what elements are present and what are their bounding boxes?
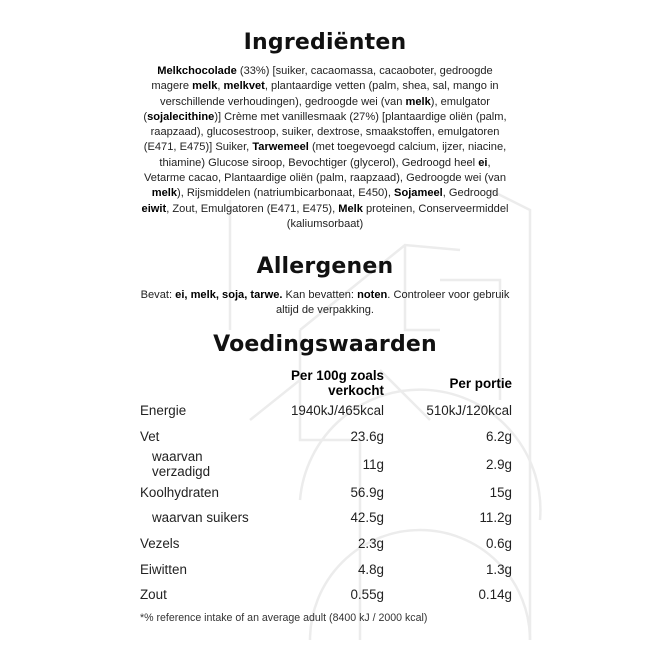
highlighted-allergen: eiwit (141, 202, 167, 215)
per-100g-value: 4.8g (357, 561, 384, 577)
nutrition-table (140, 368, 512, 608)
nutrition-row (140, 505, 512, 531)
ingredients-heading: Ingrediënten (243, 30, 407, 55)
highlighted-allergen: Tarwemeel (252, 141, 309, 154)
nutrition-row (140, 582, 512, 608)
allergens-text (138, 288, 512, 319)
nutrition-header-row (140, 368, 512, 398)
per-portion-value: 510kJ/120kcal (426, 403, 512, 419)
per-100g-value: 23.6g (350, 429, 384, 445)
nutrition-row (140, 449, 512, 479)
per-100g-value: 42.5g (350, 510, 384, 526)
allergens-heading: Allergenen (256, 254, 394, 279)
per-portion-value: 6.2g (485, 429, 512, 445)
nutrition-row (140, 556, 512, 582)
text-segment: (33%) [suiker, cacaomassa, cacaoboter, gedroogde magere (151, 65, 493, 93)
highlighted-allergen: melk (192, 80, 218, 93)
per-100g-value: 1940kJ/465kcal (290, 403, 384, 419)
highlighted-allergen: sojalecithine (147, 110, 215, 123)
nutrient-label: waarvan suikers (152, 510, 249, 526)
per-100g-value: 11g (362, 456, 384, 472)
text-segment: , Gedroogd (442, 187, 499, 200)
per-portion-value: 11.2g (479, 510, 512, 526)
text-segment: , plantaardige vetten (palm, shea, sal, mango in verschillende verhoudingen), gedroogde wei (van (160, 80, 499, 108)
text-segment: ), Rijsmiddelen (natriumbicarbonaat, E450), (177, 187, 395, 200)
nutrition-rows (140, 398, 512, 608)
text-segment: , Vetarme cacao, Plantaardige oliën (palm, raapzaad), Gedroogde wei (van (144, 156, 506, 185)
text-segment: Kan bevatten: (282, 289, 358, 301)
highlighted-allergen: ei, melk, soja, tarwe. (175, 289, 283, 301)
nutrition-row (140, 398, 512, 424)
highlighted-allergen: melk (151, 187, 177, 200)
nutrient-label: Koolhydraten (140, 484, 219, 500)
highlighted-allergen: ei (478, 156, 488, 169)
nutrient-label: Vezels (140, 536, 180, 552)
nutrient-label: waarvan verzadigd (152, 449, 211, 480)
nutrition-row (140, 424, 512, 450)
per-100g-value: 56.9g (350, 484, 384, 500)
text-segment: , Zout, Emulgatoren (E471, E475), (166, 202, 339, 215)
nutrient-label: Eiwitten (140, 561, 187, 577)
nutrition-heading: Voedingswaarden (213, 332, 437, 357)
per-100g-value: 2.3g (357, 536, 384, 552)
per-portion-value: 15g (489, 484, 512, 500)
text-segment: Bevat: (140, 289, 176, 301)
text-segment: (met toegevoegd calcium, ijzer, niacine, thiamine) Glucose siroop, Bevochtiger (glycerol), Gedroogd heel (159, 141, 507, 169)
reference-intake-footnote: *% reference intake of an average adult (8400 kJ / 2000 kcal) (140, 612, 428, 624)
highlighted-allergen: noten (357, 289, 388, 301)
per-portion-value: 2.9g (485, 456, 512, 472)
nutrient-column-header (140, 368, 254, 398)
highlighted-allergen: melk (405, 95, 431, 108)
highlighted-allergen: melkvet (223, 80, 265, 93)
highlighted-allergen: Sojameel (394, 187, 443, 200)
per-portion-value: 1.3g (485, 561, 512, 577)
highlighted-allergen: Melk (338, 202, 363, 215)
nutrient-label: Energie (140, 403, 187, 419)
text-segment: . Controleer voor gebruik altijd de verpakking. (275, 289, 510, 317)
nutrition-row (140, 531, 512, 557)
per-portion-header: Per portie (449, 375, 512, 391)
text-segment: ), emulgator ( (143, 95, 490, 123)
per-portion-value: 0.6g (485, 536, 512, 552)
text-segment: proteinen, Conserveermiddel (kaliumsorbaat) (286, 202, 509, 230)
nutrition-row (140, 479, 512, 505)
text-segment: )] Crème met vanillesmaak (27%) [plantaardige oliën (palm, raapzaad), glucosestroop, suiker, dextrose, smaakstoffen, emulgatoren (E471, E475)] Suiker, (143, 110, 507, 154)
ingredients-text (138, 64, 512, 232)
per-100g-header: Per 100g zoals verkocht (290, 368, 384, 398)
nutrient-label: Zout (140, 587, 167, 603)
per-100g-value: 0.55g (350, 587, 384, 603)
text-segment: , (217, 80, 224, 93)
per-portion-value: 0.14g (478, 587, 512, 603)
highlighted-allergen: Melkchocolade (157, 65, 237, 77)
nutrient-label: Vet (140, 429, 160, 445)
